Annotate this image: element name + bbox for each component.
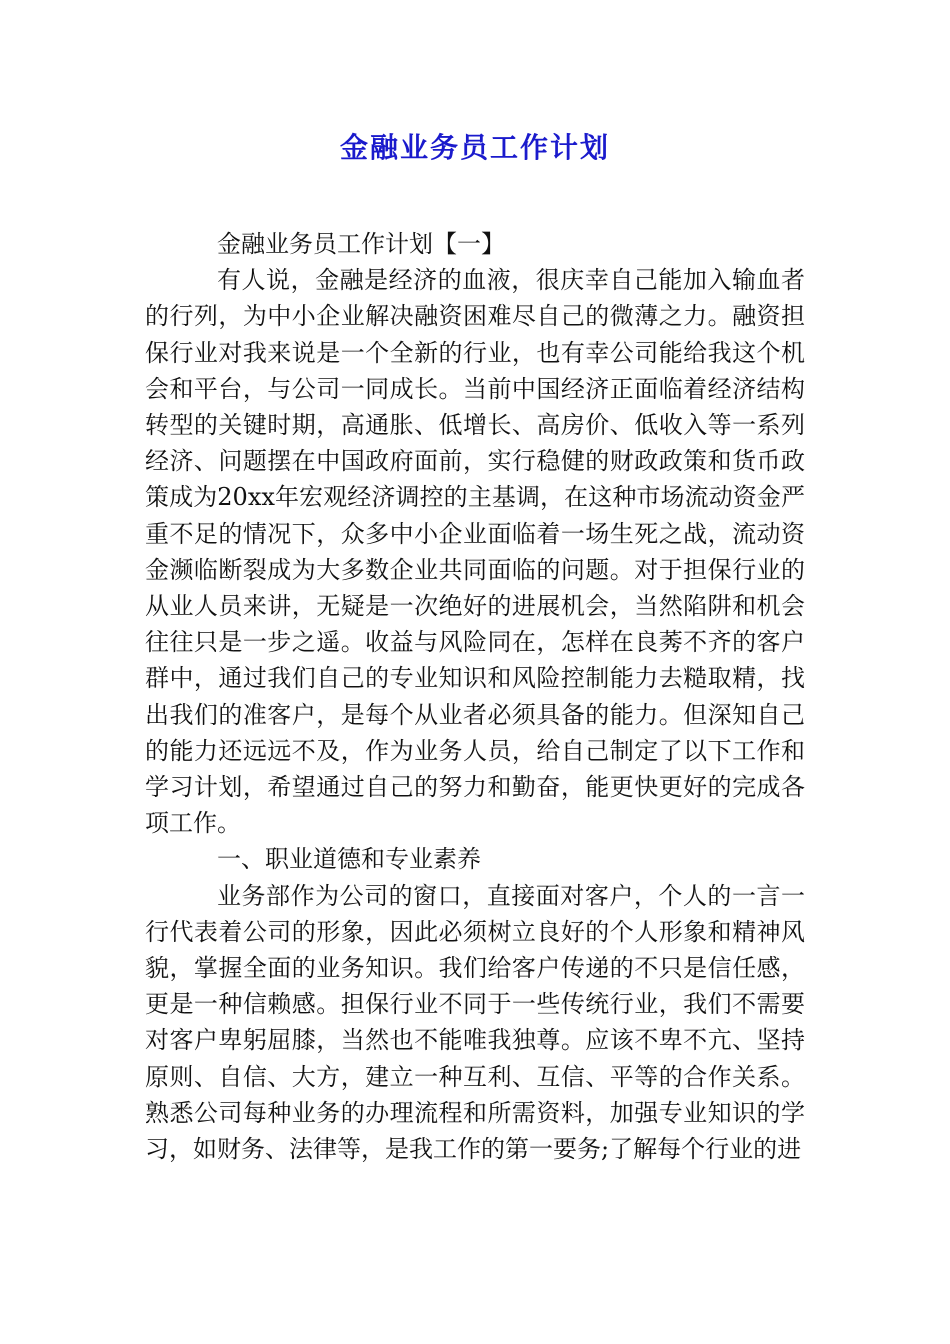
document-title: 金融业务员工作计划: [339, 131, 610, 164]
section-heading: 一、职业道德和专业素养: [217, 845, 481, 874]
body-paragraph: 业务部作为公司的窗口，直接面对客户，个人的一言一行代表着公司的形象，因此必须树立良好的个人形象和精神风貌，掌握全面的业务知识。我们给客户传递的不只是信任感，更是一种信赖感。担保行业不同于一些传统行业，我们不需要对客户卑躬屈膝，当然也不能唯我独尊。应该不卑不亢、坚持原则、自信、大方，建立一种互利、互信、平等的合作关系。熟悉公司每种业务的办理流程和所需资料，加强专业知识的学习，如财务、法律等，是我工作的第一要务;了解每个行业的进: [145, 881, 805, 1164]
section-heading: 金融业务员工作计划【一】: [217, 230, 505, 258]
document-body: [145, 226, 805, 1167]
body-paragraph: 有人说，金融是经济的血液，很庆幸自己能加入输血者的行列，为中小企业解决融资困难尽自己的微薄之力。融资担保行业对我来说是一个全新的行业，也有幸公司能给我这个机会和平台，与公司一同成长。当前中国经济正面临着经济结构转型的关键时期，高通胀、低增长、高房价、低收入等一系列经济、问题摆在中国政府面前，实行稳健的财政政策和货币政策成为20xx年宏观经济调控的主基调，在这种市场流动资金严重不足的情况下，众多中小企业面临着一场生死之战，流动资金濒临断裂成为大多数企业共同面临的问题。对于担保行业的从业人员来讲，无疑是一次绝好的进展机会，当然陷阱和机会往往只是一步之遥。收益与风险同在，怎样在良莠不齐的客户群中，通过我们自己的专业知识和风险控制能力去糙取精，找出我们的准客户，是每个从业者必须具备的能力。但深知自己的能力还远远不及，作为业务人员，给自己制定了以下工作和学习计划，希望通过自己的努力和勤奋，能更快更好的完成各项工作。: [145, 266, 805, 838]
